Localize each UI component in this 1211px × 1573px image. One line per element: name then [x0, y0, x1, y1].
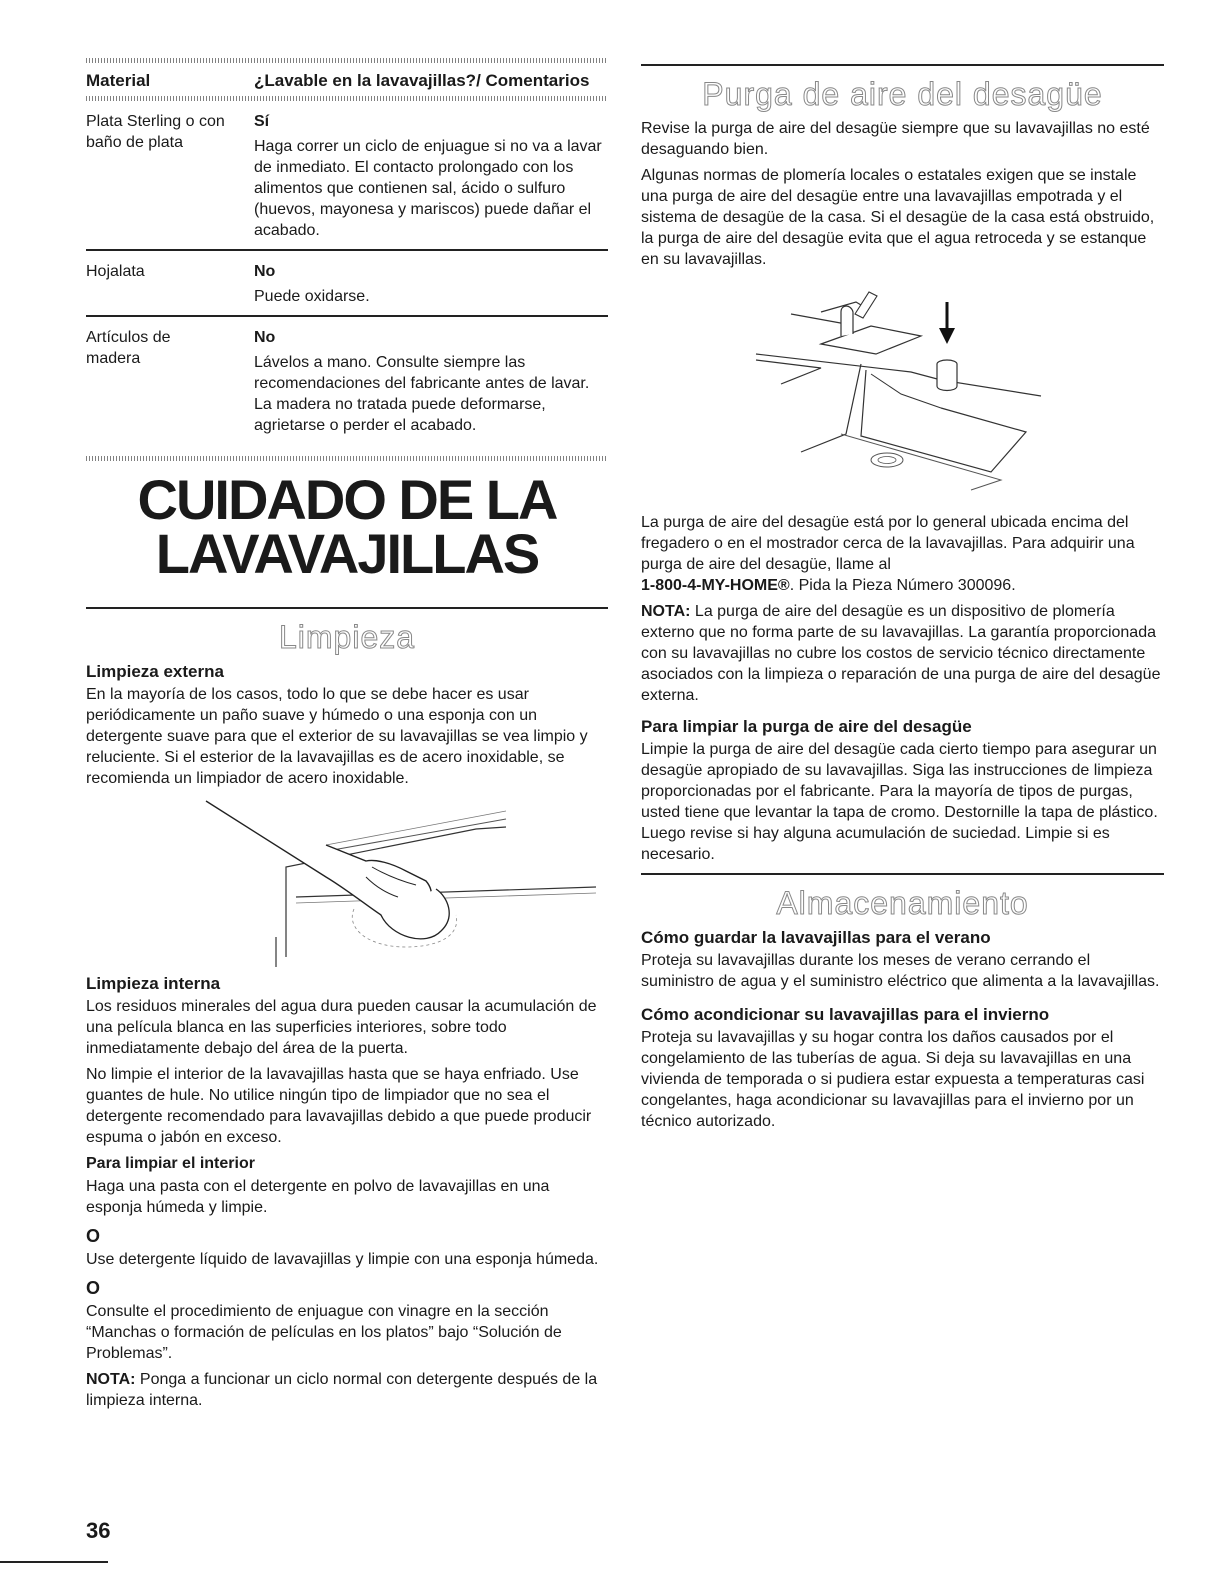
table-row — [86, 101, 608, 249]
section-rule — [641, 873, 1164, 875]
section-heading-almacenamiento: Almacenamiento — [776, 885, 1029, 921]
footer-rule — [0, 1561, 108, 1563]
table-top-rule — [86, 58, 608, 63]
right-column — [641, 64, 1164, 1137]
title-line: LAVAVAJILLAS — [155, 522, 539, 585]
paragraph: Consulte el procedimiento de enjuague con vinagre en la sección “Manchas o formación de películas en los platos” bajo “Solución de Problemas”. — [86, 1303, 562, 1362]
table-row — [86, 317, 608, 444]
paragraph: Limpie la purga de aire del desagüe cada cierto tiempo para asegurar un desagüe apropiado de su lavavajillas. Siga las instrucciones de limpieza proporcionadas por el fabricante. Para la mayoría de tipos de purgas, usted tiene que levantar la tapa de cromo. Destornille la tapa de plástico. Luego revise si hay alguna acumulación de suciedad. Limpie si es necesario. — [641, 741, 1158, 863]
subheading: Para limpiar la purga de aire del desagüe — [641, 717, 972, 736]
subheading: Cómo guardar la lavavajillas para el verano — [641, 928, 991, 947]
table-row — [86, 251, 608, 315]
hand-wiping-illustration — [176, 797, 596, 969]
part-number-text: . Pida la Pieza Número 300096. — [789, 577, 1016, 594]
or-label: O — [86, 1226, 101, 1246]
table-header-rule — [86, 96, 608, 101]
paragraph: No limpie el interior de la lavavajillas hasta que se haya enfriado. Use guantes de hule. No utilice ningún tipo de limpiador que no sea el detergente recomendado para lavavajillas debido a que puede producir espuma o jabón en exceso. — [86, 1066, 592, 1146]
page-number: 36 — [86, 1518, 111, 1543]
air-gap-illustration — [641, 284, 1164, 504]
table-header — [86, 63, 608, 96]
section-rule — [86, 607, 608, 609]
row-answer: Sí — [254, 113, 270, 130]
row-answer: No — [254, 329, 276, 346]
subheading: Limpieza externa — [86, 662, 224, 681]
title-line: CUIDADO DE LA — [137, 468, 557, 531]
subheading: Para limpiar el interior — [86, 1155, 255, 1172]
or-label: O — [86, 1278, 101, 1298]
paragraph — [641, 512, 1164, 596]
note-paragraph — [86, 1369, 608, 1411]
section-heading-purga: Purga de aire del desagüe — [702, 76, 1103, 112]
row-answer: No — [254, 263, 276, 280]
paragraph: Proteja su lavavajillas durante los meses de verano cerrando el suministro de agua y el suministro eléctrico que alimenta a la lavavajillas. — [641, 952, 1160, 990]
paragraph: Revise la purga de aire del desagüe siempre que su lavavajillas no esté desaguando bien. — [641, 120, 1150, 158]
subheading: Cómo acondicionar su lavavajillas para el invierno — [641, 1005, 1050, 1024]
note-paragraph — [641, 601, 1164, 706]
note-text: La purga de aire del desagüe es un dispositivo de plomería externo que no forma parte de su lavavajillas. La garantía proporcionada con su lavavajillas no cubre los costos de servicio técnico directamente asociados con la limpieza o reparación de una purga de aire del desagüe externa. — [641, 603, 1161, 704]
row-material: Plata Sterling o con baño de plata — [86, 113, 225, 151]
note-text: Ponga a funcionar un ciclo normal con detergente después de la limpieza interna. — [86, 1371, 598, 1409]
section-rule — [641, 64, 1164, 66]
row-comment: Puede oxidarse. — [254, 288, 370, 305]
paragraph: Haga una pasta con el detergente en polvo de lavavajillas en una esponja húmeda y limpie. — [86, 1178, 550, 1216]
header-comments: ¿Lavable en la lavavajillas?/ Comentarios — [254, 71, 590, 90]
note-label: NOTA: — [86, 1371, 136, 1388]
row-comment: Lávelos a mano. Consulte siempre las recomendaciones del fabricante antes de lavar. La madera no tratada puede deformarse, agrietarse o perder el acabado. — [254, 354, 590, 434]
page-title — [86, 468, 608, 585]
paragraph: Proteja su lavavajillas y su hogar contra los daños causados por el congelamiento de las tuberías de agua. Si deja su lavavajillas en una vivienda de temporada o si pudiera estar expuesta a temperaturas casi congelantes, haga acondicionar su lavavajillas para el invierno por un técnico autorizado. — [641, 1029, 1145, 1130]
header-material: Material — [86, 71, 151, 90]
table-bottom-rule — [86, 456, 608, 461]
paragraph: Los residuos minerales del agua dura pueden causar la acumulación de una película blanca en las superficies interiores, sobre todo inmediatamente debajo del área de la puerta. — [86, 998, 597, 1057]
subheading: Limpieza interna — [86, 974, 221, 993]
section-heading-limpieza: Limpieza — [278, 619, 416, 655]
row-comment: Haga correr un ciclo de enjuague si no va a lavar de inmediato. El contacto prolongado con los alimentos que contienen sal, ácido o sulfuro (huevos, mayonesa y mariscos) puede dañar el acabado. — [254, 138, 602, 239]
row-material: Artículos de madera — [86, 329, 171, 367]
phone-number: 1-800-4-MY-HOME® — [641, 577, 790, 594]
row-material: Hojalata — [86, 263, 145, 280]
left-column — [86, 58, 608, 1416]
purga-location-text: La purga de aire del desagüe está por lo general ubicada encima del fregadero o en el mostrador cerca de la lavavajillas. Para adquirir una purga de aire del desagüe, llame al — [641, 514, 1135, 573]
note-label: NOTA: — [641, 603, 691, 620]
paragraph: Use detergente líquido de lavavajillas y limpie con una esponja húmeda. — [86, 1251, 599, 1268]
paragraph: Algunas normas de plomería locales o estatales exigen que se instale una purga de aire del desagüe entre una lavavajillas empotrada y el sistema de desagüe de la casa. Si el desagüe de la casa está obstruido, la purga de aire del desagüe evita que el agua retroceda y se estanque en su lavavajillas. — [641, 167, 1155, 268]
paragraph: En la mayoría de los casos, todo lo que se debe hacer es usar periódicamente un paño suave y húmedo o una esponja con un detergente suave para que el exterior de su lavavajillas se vea limpio y reluciente. Si el esterior de la lavavajillas es de acero inoxidable, se recomienda un limpiador de acero inoxidable. — [86, 686, 588, 787]
